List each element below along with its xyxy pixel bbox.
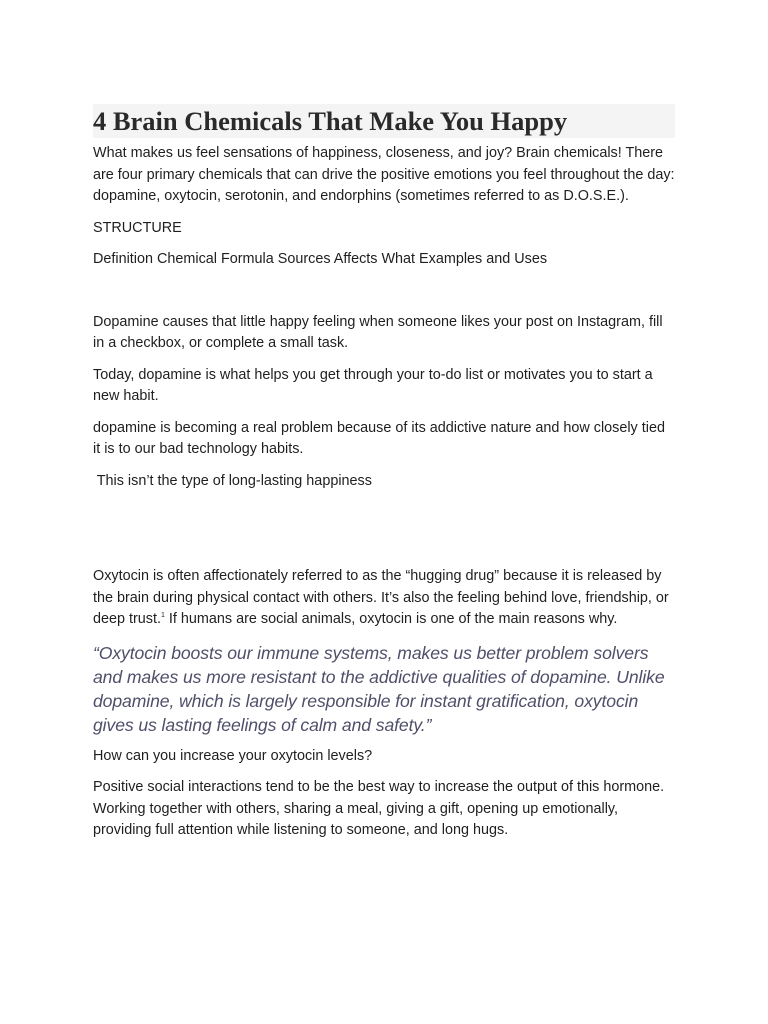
structure-label: STRUCTURE xyxy=(93,219,182,236)
structure-columns: Definition Chemical Formula Sources Affects What Examples and Uses xyxy=(93,251,548,267)
oxytocin-question: How can you increase your oxytocin levels? xyxy=(93,747,373,764)
document-page xyxy=(93,104,675,842)
document-title: 4 Brain Chemicals That Make You Happy xyxy=(93,104,675,138)
footnote-marker: 1 xyxy=(161,612,165,620)
oxytocin-text-a: Oxytocin is often affectionately referred to as the “hugging drug” because it is released by the brain during physical contact with others. It’s also the feeling behind love, friendship, or deep trust. xyxy=(93,568,669,627)
oxytocin-text-b: If humans are social animals, oxytocin is one of the main reasons why. xyxy=(164,611,618,627)
dopamine-paragraph-4: This isn’t the type of long-lasting happiness xyxy=(93,472,372,489)
dopamine-paragraph-2: Today, dopamine is what helps you get through your to-do list or motivates you to start a new habit. xyxy=(93,366,653,404)
oxytocin-quote: “Oxytocin boosts our immune systems, makes us better problem solvers and makes us more resistant to the addictive qualities of dopamine. Unlike dopamine, which is largely responsible for instant gratification, oxytocin gives us lasting feelings of calm and safety.” xyxy=(93,642,665,736)
dopamine-paragraph-1: Dopamine causes that little happy feeling when someone likes your post on Instagram, fill in a checkbox, or complete a small task. xyxy=(93,313,663,351)
oxytocin-answer: Positive social interactions tend to be the best way to increase the output of this hormone. Working together with others, sharing a meal, giving a gift, opening up emotionally, providing full attention while listening to someone, and long hugs. xyxy=(93,779,665,839)
dopamine-paragraph-3: dopamine is becoming a real problem because of its addictive nature and how closely tied it is to our bad technology habits. xyxy=(93,419,665,457)
oxytocin-paragraph-1 xyxy=(93,566,675,631)
intro-paragraph: What makes us feel sensations of happiness, closeness, and joy? Brain chemicals! There are four primary chemicals that can drive the positive emotions you feel throughout the day: dopamine, oxytocin, serotonin, and endorphins (sometimes referred to as D.O.S.E.). xyxy=(93,145,675,204)
